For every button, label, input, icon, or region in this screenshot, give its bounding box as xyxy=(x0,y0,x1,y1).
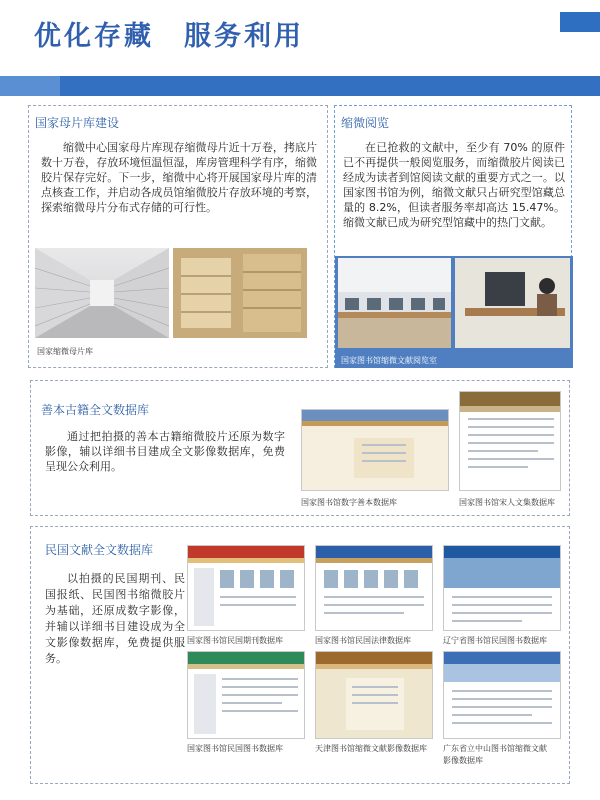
section-text-reading: 在已抢救的文献中，至少有 70% 的原件已不再提供一般阅览服务，而缩微胶片阅读已经成为读者到馆阅读文献的重要方式之一。以国家图书馆为例，缩微文献只占研究型馆藏总量的 8.2%，但读者服务率却高达 15.47%。缩微文献已成为研究型馆藏中的热门文献。 xyxy=(343,141,565,229)
screenshot-liaoning-republic-books-db xyxy=(443,545,561,631)
caption-master-library: 国家缩微母片库 xyxy=(37,347,93,356)
screenshot-republic-law-db xyxy=(315,545,433,631)
page-title: 优化存藏 服务利用 xyxy=(34,21,304,52)
section-heading-republic: 民国文献全文数据库 xyxy=(45,543,154,557)
screenshot-tianjin-microfilm-db xyxy=(315,651,433,739)
caption-republic-books-db: 国家图书馆民国图书数据库 xyxy=(187,744,283,753)
panel-microfilm-reading xyxy=(334,105,572,368)
photo-film-drawers xyxy=(173,248,307,338)
caption-reading-room: 国家图书馆缩微文献阅览室 xyxy=(341,356,437,365)
decor-band-top xyxy=(560,12,600,32)
section-heading-master: 国家母片库建设 xyxy=(35,116,120,130)
panel-master-library xyxy=(28,105,328,368)
section-text-master: 缩微中心国家母片库现存缩微母片近十万卷，拷底片数十万卷，存放环境恒温恒湿，库房管理科学有序，缩微胶片保存完好。下一步，缩微中心将开展国家母片库的清点核查工作，并启动各成员馆缩微胶片存放环境的考察，探索缩微母片分布式存储的可行性。 xyxy=(41,141,317,214)
caption-tianjin-microfilm-db: 天津图书馆缩微文献影像数据库 xyxy=(315,744,427,753)
photo-reading-room xyxy=(335,256,573,368)
section-heading-rarebooks: 善本古籍全文数据库 xyxy=(41,403,150,417)
caption-rare-books-db: 国家图书馆数字善本数据库 xyxy=(301,498,397,507)
section-text-republic: 以拍摄的民国期刊、民国报纸、民国图书缩微胶片为基础，还原成数字影像，并辅以详细书目建设成为全文影像数据库，免费提供服务。 xyxy=(45,572,185,665)
screenshot-song-writers-db xyxy=(459,391,561,491)
screenshot-republic-books-db xyxy=(187,651,305,739)
decor-band-main xyxy=(0,76,600,96)
photo-film-vault-corridor xyxy=(35,248,169,338)
caption-song-writers-db: 国家图书馆宋人文集数据库 xyxy=(459,498,555,507)
screenshot-guangdong-microfilm-db xyxy=(443,651,561,739)
caption-liaoning-republic-books-db: 辽宁省图书馆民国图书数据库 xyxy=(443,636,547,645)
screenshot-rare-books-db xyxy=(301,409,449,491)
section-text-rarebooks: 通过把拍摄的善本古籍缩微胶片还原为数字影像，辅以详细书目建成全文影像数据库，免费呈现公众利用。 xyxy=(45,430,285,473)
decor-band-left xyxy=(0,76,60,96)
panel-rare-books-db xyxy=(30,380,570,516)
screenshot-republic-periodicals-db xyxy=(187,545,305,631)
caption-republic-periodicals-db: 国家图书馆民国期刊数据库 xyxy=(187,636,283,645)
panel-republic-db xyxy=(30,526,570,784)
caption-guangdong-microfilm-db-line2: 影像数据库 xyxy=(443,756,483,765)
caption-republic-law-db: 国家图书馆民国法律数据库 xyxy=(315,636,411,645)
section-heading-reading: 缩微阅览 xyxy=(341,116,390,130)
caption-guangdong-microfilm-db: 广东省立中山图书馆缩微文献 xyxy=(443,744,547,753)
